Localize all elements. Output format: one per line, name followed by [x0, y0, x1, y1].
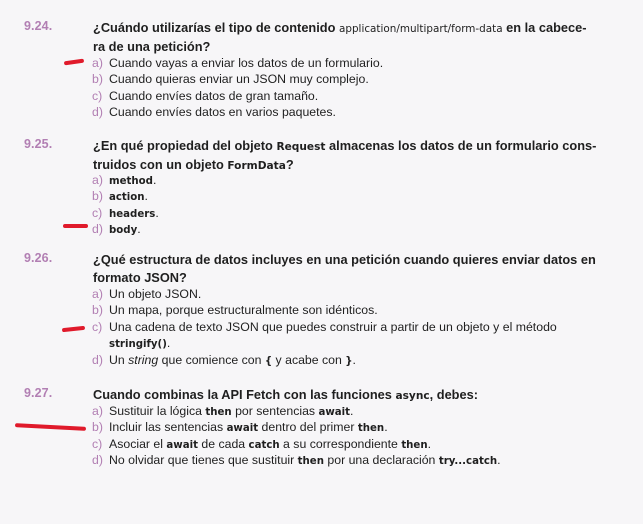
option-letter: d) [92, 353, 103, 368]
option-c [92, 88, 622, 104]
option-text-part: Sustituir la lógica [109, 404, 206, 418]
option-text [109, 221, 622, 239]
option-text: Un objeto JSON. [109, 287, 202, 301]
question-text-part: almacenas los datos de un formulario cons- [325, 138, 597, 153]
option-text-part: de cada [197, 436, 249, 451]
option-b [92, 302, 622, 318]
option-code: } [345, 356, 353, 368]
option-a [92, 403, 622, 419]
option-text-part: y acabe con [272, 353, 346, 368]
option-code: action [109, 192, 145, 204]
option-text [109, 403, 622, 421]
question-text-part: truidos con un objeto [93, 157, 228, 172]
option-code: await [226, 423, 259, 435]
option-text [109, 319, 622, 353]
question-text-part: ¿En qué propiedad del objeto [93, 138, 277, 153]
option-code: stringify() [109, 338, 167, 350]
option-d [92, 221, 622, 237]
question-number: 9.26. [24, 251, 53, 265]
option-text-part: por una declaración [323, 453, 439, 468]
option-suffix: . [427, 436, 432, 451]
option-letter: b) [92, 72, 103, 87]
option-suffix: . [155, 205, 159, 220]
option-suffix: . [166, 335, 171, 350]
option-letter: c) [92, 88, 103, 103]
question-text [93, 251, 613, 287]
option-suffix: . [497, 453, 501, 468]
question-number: 9.27. [24, 386, 53, 400]
option-text-part: a su correspondiente [279, 436, 402, 451]
option-b [92, 188, 622, 204]
question-text-part: ? [285, 157, 294, 172]
question-text-part: ¿Cuándo utilizarías el tipo de contenido [93, 20, 339, 35]
option-text [109, 172, 622, 190]
option-text [109, 205, 622, 223]
option-text [109, 188, 622, 206]
question-text [93, 19, 613, 56]
option-c [92, 205, 622, 221]
option-text: Cuando envíes datos de gran tamaño. [109, 88, 319, 103]
option-italic: string [128, 353, 159, 368]
option-letter: d) [92, 105, 103, 120]
option-text: Cuando vayas a enviar los datos de un formulario. [109, 56, 384, 70]
option-code: then [205, 407, 232, 418]
option-code: await [318, 407, 351, 418]
options-9-24 [92, 55, 622, 121]
option-letter: c) [92, 436, 103, 451]
option-text [109, 352, 622, 370]
option-text-part: Un [109, 353, 129, 368]
option-text-part: dentro del primer [258, 420, 358, 435]
question-code: FormData [227, 160, 286, 172]
option-c [92, 319, 622, 352]
option-text-part: que comience con [158, 353, 265, 368]
option-text-part: por sentencias [231, 404, 319, 418]
option-a [92, 55, 622, 71]
option-text: Un mapa, porque estructuralmente son idénticos. [109, 303, 378, 318]
question-text-part: en la cabece- [502, 20, 587, 35]
question-text-part: formato JSON? [93, 270, 187, 285]
option-c [92, 436, 622, 452]
option-code: body [109, 225, 138, 237]
option-letter: c) [92, 205, 103, 220]
option-text [109, 419, 622, 437]
option-code: headers [109, 208, 156, 220]
option-code: catch [248, 439, 280, 451]
options-9-25 [92, 172, 622, 238]
question-text-part: ¿Qué estructura de datos incluyes en una petición cuando quieres enviar datos en [93, 252, 596, 267]
option-text: Cuando envíes datos en varios paquetes. [109, 105, 336, 120]
option-letter: d) [92, 222, 103, 237]
option-code: then [401, 439, 428, 451]
option-text [109, 436, 622, 454]
option-letter: a) [92, 287, 103, 301]
option-b [92, 71, 622, 87]
question-text-part: Cuando combinas la API Fetch con las funciones [93, 387, 396, 402]
question-code: application/multipart/form-data [339, 23, 503, 35]
question-text-part: , debes: [429, 387, 478, 402]
option-letter: a) [92, 173, 103, 187]
option-d [92, 104, 622, 120]
question-number: 9.25. [24, 137, 53, 151]
option-letter: d) [92, 453, 103, 468]
option-text-part: Incluir las sentencias [109, 420, 227, 435]
options-9-26 [92, 286, 622, 369]
answer-mark [63, 224, 88, 228]
option-suffix: . [144, 189, 148, 204]
option-letter: b) [92, 420, 103, 435]
option-suffix: . [350, 404, 354, 418]
option-b [92, 419, 622, 435]
option-code: try...catch [438, 456, 498, 468]
answer-mark [62, 326, 85, 332]
option-text-part: Una cadena de texto JSON que puedes construir a partir de un objeto y el método [109, 319, 557, 334]
option-letter: b) [92, 189, 103, 204]
question-number: 9.24. [24, 19, 53, 33]
option-suffix: . [137, 222, 141, 237]
option-letter: a) [92, 56, 103, 70]
options-9-27 [92, 403, 622, 469]
option-text: Cuando quieras enviar un JSON muy complejo. [109, 72, 369, 87]
option-letter: c) [92, 319, 103, 334]
option-code: then [297, 456, 324, 468]
question-code: Request [276, 141, 326, 153]
question-code: async [395, 390, 430, 402]
option-a [92, 286, 622, 302]
answer-mark [64, 59, 84, 66]
option-text [109, 452, 622, 470]
option-text-part: Asociar el [109, 436, 167, 451]
option-code: method [109, 176, 153, 187]
question-text [93, 137, 613, 175]
option-a [92, 172, 622, 188]
option-suffix: . [152, 173, 157, 187]
option-d [92, 352, 622, 368]
option-d [92, 452, 622, 468]
answer-mark [15, 423, 86, 431]
option-code: then [357, 423, 385, 435]
option-letter: b) [92, 303, 103, 318]
option-suffix: . [384, 420, 388, 435]
option-code: { [264, 356, 273, 368]
option-text-part: No olvidar que tienes que sustituir [109, 453, 298, 468]
question-text-part: ra de una petición? [93, 39, 211, 54]
option-suffix: . [352, 353, 356, 368]
option-code: await [166, 439, 198, 451]
option-letter: a) [92, 404, 103, 418]
